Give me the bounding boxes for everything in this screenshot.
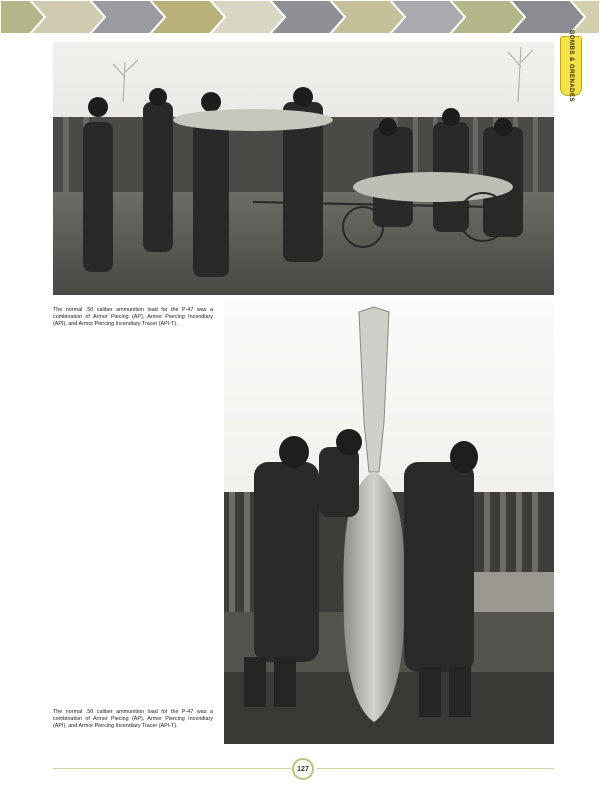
photo-soldiers-carrying-bombs: [53, 42, 554, 295]
page-number: 127: [297, 765, 309, 773]
section-tab-label: BOMBS & GRENADES: [568, 30, 574, 103]
hexagon-banner: [0, 0, 600, 34]
page-number-badge: [292, 758, 314, 780]
photo-caption-1: The normal .50 caliber ammunition load for the P-47 was a combination of Armor Piecing (AP), Armor Piercing Incendiary (API), and Armor Piercing Incendiary Tracer (API-T).: [53, 307, 213, 328]
section-tab: [560, 30, 582, 103]
footer-rule-left: [53, 768, 291, 769]
footer-rule-right: [317, 768, 554, 769]
photo-caption-2: The normal .50 caliber ammunition load for the P-47 was a combination of Armor Piecing (AP), Armor Piercing Incendiary (API), and Armor Piercing Incendiary Tracer (API-T).: [53, 709, 213, 730]
photo-soldiers-with-large-bomb: [224, 302, 554, 744]
